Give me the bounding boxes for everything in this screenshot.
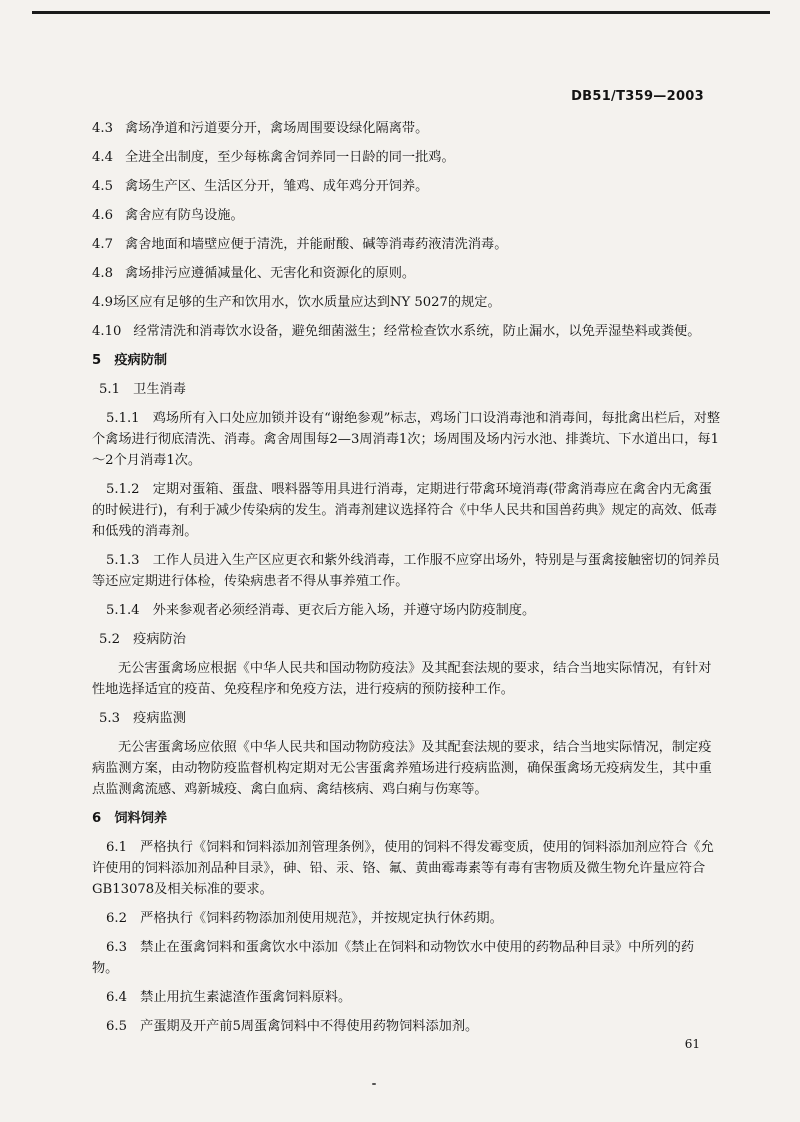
document-body	[92, 118, 722, 1045]
clause-5-1-3: 5.1.3 工作人员进入生产区应更衣和紫外线消毒，工作服不应穿出场外，特别是与蛋禽接触密切的饲养员等还应定期进行体检，传染病患者不得从事养殖工作。	[92, 553, 720, 589]
clause-4-9	[92, 292, 722, 313]
clause-4-8	[92, 263, 722, 284]
subsection-5-1-title: 5.1 卫生消毒	[99, 382, 186, 397]
clause-6-3: 6.3 禁止在蛋禽饲料和蛋禽饮水中添加《禁止在饲料和动物饮水中使用的药物品种目录》中所列的药 物。	[92, 940, 708, 976]
clause-4-10	[92, 321, 722, 342]
clause-number: 4.6	[92, 208, 113, 223]
scan-speck	[372, 1083, 376, 1085]
clause-4-5	[92, 176, 722, 197]
clause-number: 4.8	[92, 266, 113, 281]
clause-number: 4.3	[92, 121, 113, 136]
clause-text: 禽舍应有防鸟设施。	[124, 208, 244, 223]
section-5-title: 5 疫病防制	[92, 353, 168, 368]
clause-5-1-1: 5.1.1 鸡场所有入口处应加锁并设有“谢绝参观”标志，鸡场门口设消毒池和消毒间，每批禽出栏后，对整个禽场进行彻底清洗、消毒。禽舍周围每2—3周消毒1次；场周围及场内污水池、排粪坑、下水道出口，每1～2个月消毒1次。	[92, 411, 721, 468]
clause-6-1: 6.1 严格执行《饲料和饲料添加剂管理条例》，使用的饲料不得发霉变质，使用的饲料添加剂应符合《允许使用的饲料添加剂品种目录》，砷、铅、汞、铬、氟、黄曲霉毒素等有毒有害物质及微生物允许量应符合GB13078及相关标准的要求。	[92, 840, 714, 897]
clause-4-3	[92, 118, 722, 139]
clause-4-4	[92, 147, 722, 168]
clause-6-2: 6.2 严格执行《饲料药物添加剂使用规范》，并按规定执行休药期。	[106, 911, 503, 926]
clause-number: 4.10	[92, 324, 122, 339]
clause-text: 禽场生产区、生活区分开，雏鸡、成年鸡分开饲养。	[124, 179, 429, 194]
clause-number: 4.5	[92, 179, 113, 194]
clause-6-5: 6.5 产蛋期及开产前5周蛋禽饲料中不得使用药物饲料添加剂。	[106, 1019, 479, 1034]
clause-text: 禽舍地面和墙壁应便于清洗，并能耐酸、碱等消毒药液清洗消毒。	[124, 237, 508, 252]
clause-text: 场区应有足够的生产和饮用水，饮水质量应达到NY 5027的规定。	[112, 295, 501, 310]
page-number: 61	[684, 1037, 700, 1051]
clause-5-1-4: 5.1.4 外来参观者必须经消毒、更衣后方能入场，并遵守场内防疫制度。	[106, 603, 536, 618]
clause-text: 禽场排污应遵循减量化、无害化和资源化的原则。	[124, 266, 416, 281]
clause-6-4: 6.4 禁止用抗生素滤渣作蛋禽饲料原料。	[106, 990, 352, 1005]
clause-number: 4.4	[92, 150, 113, 165]
subsection-5-2-body: 无公害蛋禽场应根据《中华人民共和国动物防疫法》及其配套法规的要求，结合当地实际情况，有针对性地选择适宜的疫苗、免疫程序和免疫方法，进行疫病的预防接种工作。	[92, 661, 712, 697]
clause-5-1-2: 5.1.2 定期对蛋箱、蛋盘、喂料器等用具进行消毒，定期进行带禽环境消毒(带禽消毒应在禽舍内无禽蛋的时候进行)，有利于减少传染病的发生。消毒剂建议选择符合《中华人民共和国兽药典》规定的高效、低毒和低残的消毒剂。	[92, 482, 717, 539]
subsection-5-3-title: 5.3 疫病监测	[99, 711, 186, 726]
clause-4-6	[92, 205, 722, 226]
clause-text: 全进全出制度，至少每栋禽舍饲养同一日龄的同一批鸡。	[124, 150, 455, 165]
clause-number: 4.7	[92, 237, 113, 252]
subsection-5-2-title: 5.2 疫病防治	[99, 632, 186, 647]
clause-number: 4.9	[92, 295, 113, 310]
clause-4-7	[92, 234, 722, 255]
clause-text: 禽场净道和污道要分开，禽场周围要设绿化隔离带。	[124, 121, 429, 136]
subsection-5-3-body: 无公害蛋禽场应依照《中华人民共和国动物防疫法》及其配套法规的要求，结合当地实际情况，制定疫病监测方案，由动物防疫监督机构定期对无公害蛋禽养殖场进行疫病监测，确保蛋禽场无疫病发生，其中重点监测禽流感、鸡新城疫、禽白血病、禽结核病、鸡白痢与伤寒等。	[92, 740, 712, 797]
top-rule	[32, 11, 770, 14]
standard-code: DB51/T359—2003	[571, 89, 704, 104]
section-6-title: 6 饲料饲养	[92, 811, 168, 826]
clause-text: 经常清洗和消毒饮水设备，避免细菌滋生；经常检查饮水系统，防止漏水，以免弄湿垫料或粪便。	[133, 324, 701, 339]
